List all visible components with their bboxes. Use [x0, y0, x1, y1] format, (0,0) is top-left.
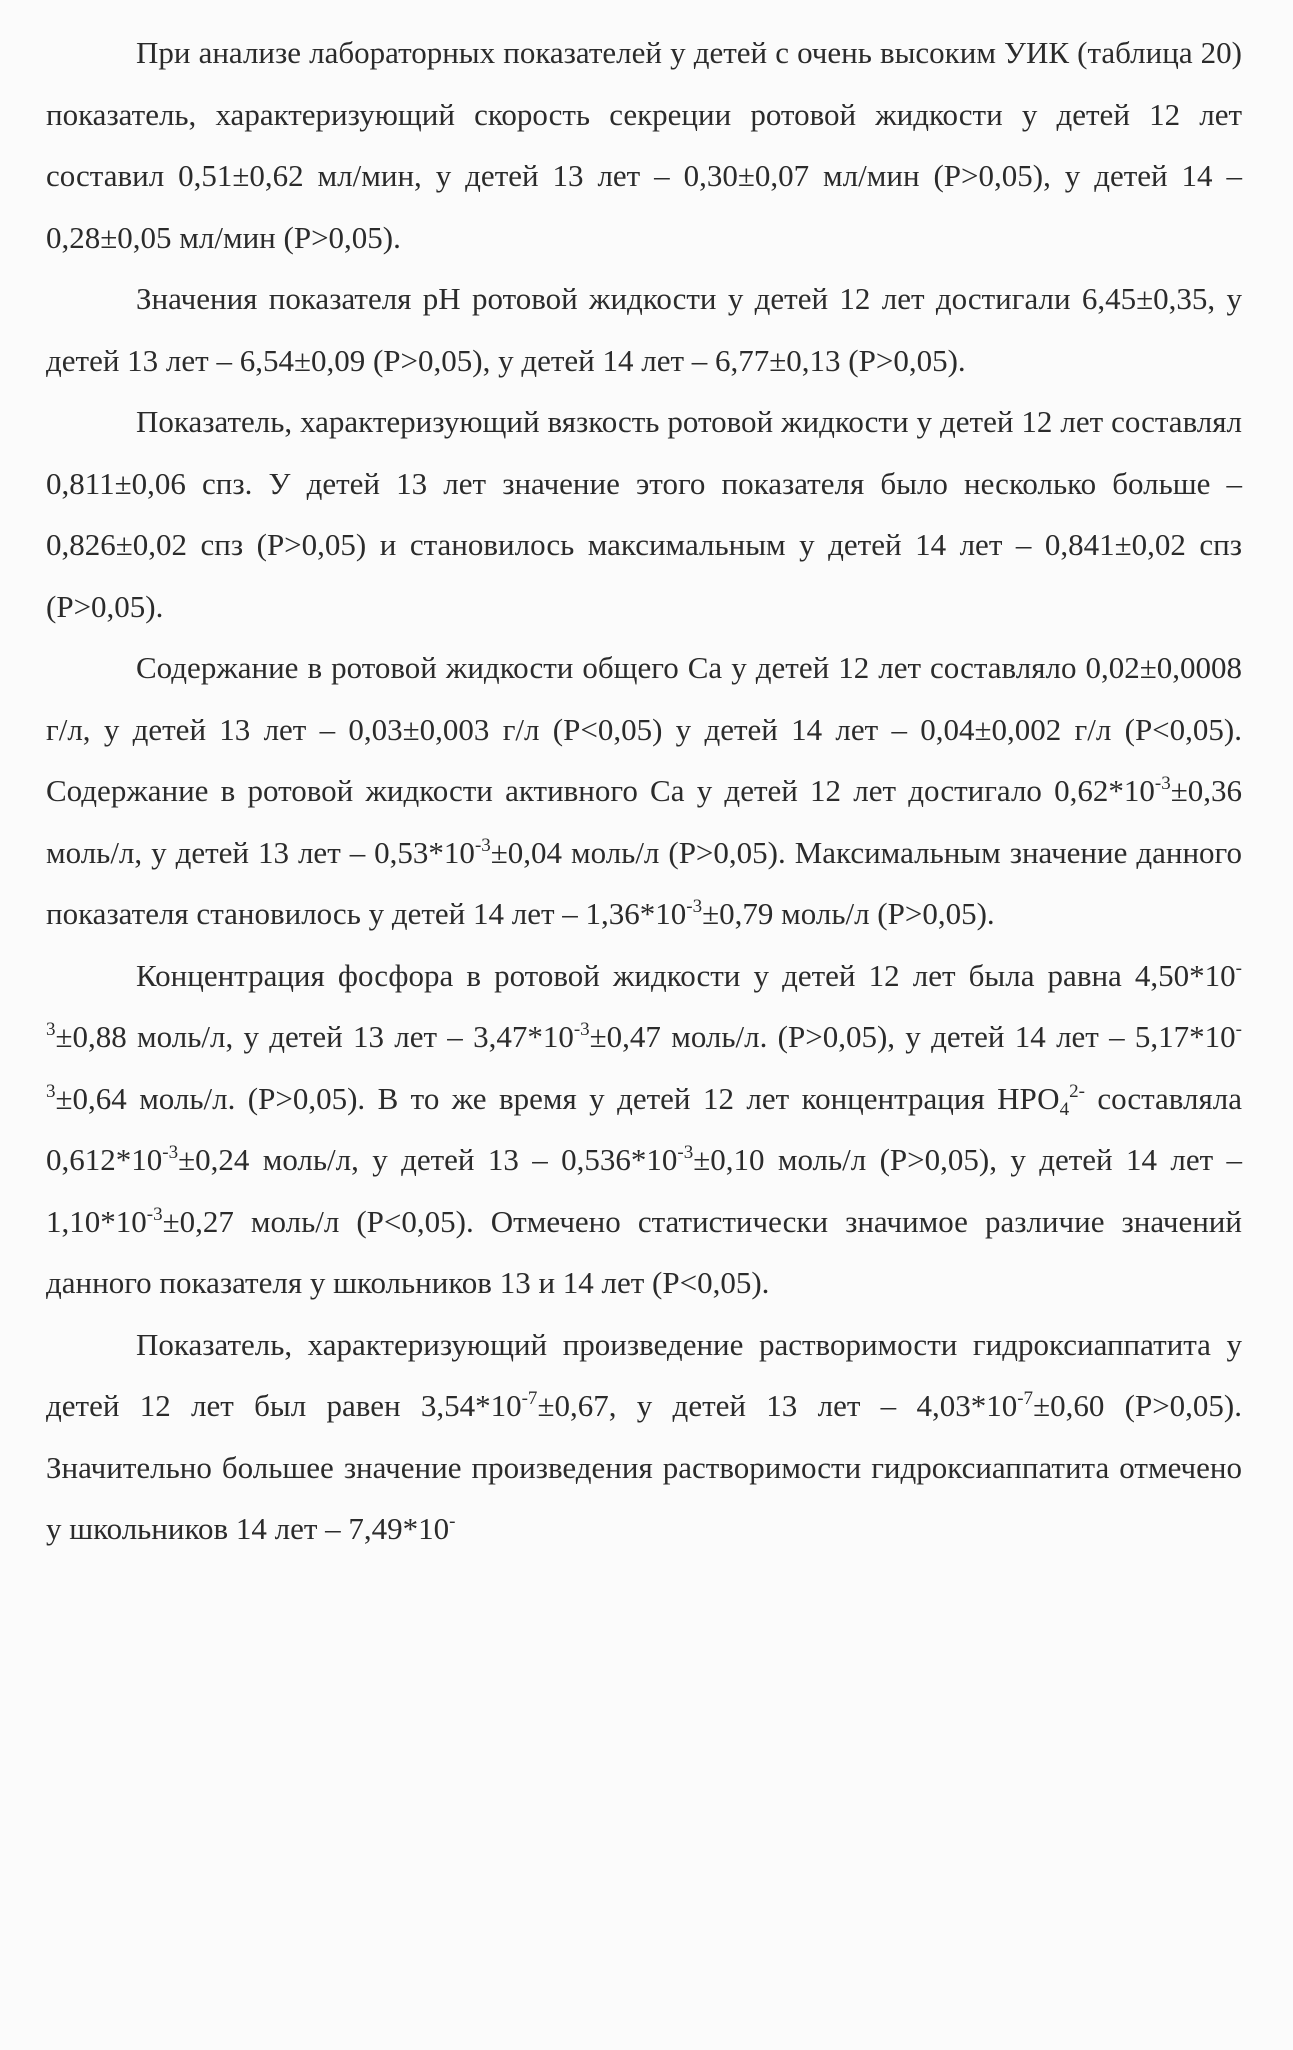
text-run: ±0,67, у детей 13 лет – 4,03*10	[537, 1388, 1018, 1423]
text-run: ±0,88 моль/л, у детей 13 лет – 3,47*10	[55, 1019, 574, 1054]
superscript: -3	[1154, 773, 1171, 794]
text-run: При анализе лабораторных показателей у детей с очень высоким УИК (таблица 20) показатель, характеризующий скорость секреции ротовой жидкости у детей 12 лет составил 0,51±0,62 мл/мин, у детей 13 лет – 0,30±0,07 мл/мин (Р>0,05), у детей 14 – 0,28±0,05 мл/мин (Р>0,05).	[46, 35, 1242, 255]
superscript: -3	[677, 1142, 694, 1163]
paragraph	[46, 637, 1242, 945]
paragraph	[46, 22, 1242, 268]
text-run: Показатель, характеризующий вязкость ротовой жидкости у детей 12 лет составлял 0,811±0,06 спз. У детей 13 лет значение этого показателя было несколько больше – 0,826±0,02 спз (Р>0,05) и становилось максимальным у детей 14 лет – 0,841±0,02 спз (Р>0,05).	[46, 404, 1242, 624]
superscript: 2-	[1069, 1080, 1085, 1102]
paragraph	[46, 391, 1242, 637]
superscript: -7	[1017, 1388, 1034, 1409]
paragraph	[46, 945, 1242, 1314]
text-run: Содержание в ротовой жидкости общего Са у детей 12 лет составляло 0,02±0,0008 г/л, у детей 13 лет – 0,03±0,003 г/л (Р<0,05) у детей 14 лет – 0,04±0,002 г/л (Р<0,05). Содержание в ротовой жидкости активного Са у детей 12 лет достигало 0,62*10	[46, 650, 1242, 808]
text-run: составляла 0,612*10	[46, 1080, 1242, 1177]
paragraph	[46, 268, 1242, 391]
document-body	[46, 22, 1242, 1560]
text-run: ±0,10 моль/л (Р>0,05), у детей 14 лет – 1,10*10	[46, 1142, 1242, 1239]
text-run: Показатель, характеризующий произведение растворимости гидроксиаппатита у детей 12 лет был равен 3,54*10	[46, 1326, 1242, 1423]
superscript: -3	[146, 1203, 163, 1225]
superscript: -3	[474, 834, 491, 856]
text-run: ±0,36 моль/л, у детей 13 лет – 0,53*10	[46, 773, 1242, 870]
superscript: -3	[573, 1019, 590, 1040]
text-run: ±0,47 моль/л. (Р>0,05), у детей 14 лет – 5,17*10	[589, 1019, 1236, 1054]
text-run: ±0,64 моль/л. (Р>0,05). В то же время у детей 12 лет концентрация НРО	[55, 1080, 1060, 1116]
text-run: ±0,79 моль/л (Р>0,05).	[702, 896, 995, 931]
superscript: -3	[686, 896, 703, 917]
text-run: ±0,60 (Р>0,05). Значительно большее значение произведения растворимости гидроксиаппатита отмечено у школьников 14 лет – 7,49*10	[46, 1388, 1242, 1546]
superscript: -7	[521, 1388, 538, 1409]
text-run: ±0,24 моль/л, у детей 13 – 0,536*10	[178, 1142, 678, 1177]
text-run: Значения показателя pH ротовой жидкости у детей 12 лет достигали 6,45±0,35, у детей 13 лет – 6,54±0,09 (Р>0,05), у детей 14 лет – 6,77±0,13 (Р>0,05).	[46, 281, 1242, 378]
text-run: Концентрация фосфора в ротовой жидкости у детей 12 лет была равна 4,50*10	[136, 957, 1236, 993]
superscript: -3	[162, 1142, 179, 1163]
subscript: 4	[1059, 1098, 1070, 1120]
superscript: -3	[46, 957, 1242, 1040]
superscript: -3	[46, 1019, 1242, 1102]
paragraph	[46, 1314, 1242, 1560]
superscript: -	[449, 1511, 456, 1532]
text-run: ±0,04 моль/л (Р>0,05). Максимальным значение данного показателя становилось у детей 14 лет – 1,36*10	[46, 834, 1242, 931]
text-run: ±0,27 моль/л (Р<0,05). Отмечено статистически значимое различие значений данного показателя у школьников 13 и 14 лет (Р<0,05).	[46, 1203, 1242, 1300]
